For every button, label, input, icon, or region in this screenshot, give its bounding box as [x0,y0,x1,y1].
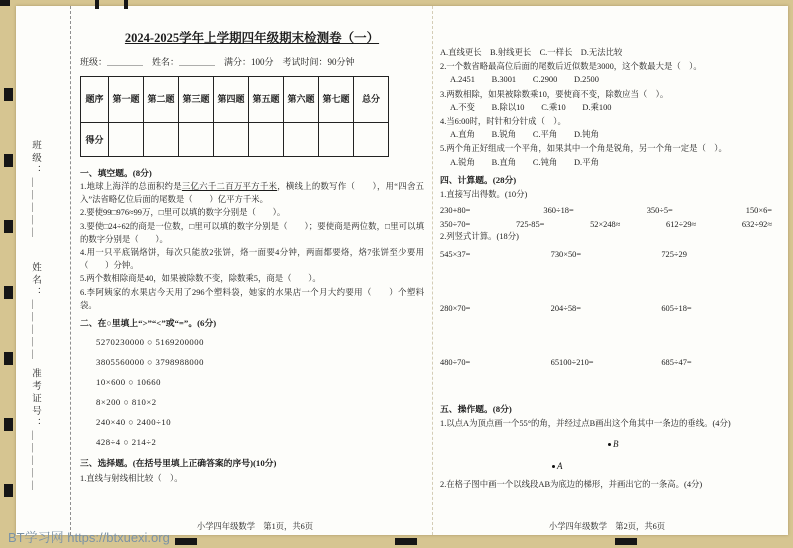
mental-calc-item: 612÷29≈ [666,220,697,230]
fill-question-1-post: ，横线上的数写作（ ），用“四舍五入”法省略亿位后面的尾数是（ ）亿平方千米。 [80,182,424,204]
point-a-dot [552,465,555,468]
exam-title: 2024-2025学年上学期四年级期末检测卷（一） [124,31,380,45]
page-2-footer: 小学四年级数学 第2页，共6页 [548,522,666,531]
page-1-column [80,28,424,485]
registration-mark [4,286,13,299]
score-table-header-cell: 第五题 [249,77,284,123]
registration-mark [95,0,99,9]
choice-question-2: 2.一个数省略最高位后面的尾数后近似数是3000，这个数最大是（ ）。 [440,62,702,72]
vertical-calc-row-2 [440,304,772,351]
score-cell [109,123,144,157]
registration-mark [4,220,13,233]
point-a [552,461,563,471]
score-table-row1-label: 题序 [81,77,109,123]
fill-questions [80,207,424,312]
score-cell [144,123,179,157]
choice-question-5-options: A.锐角 B.直角 C.钝角 D.平角 [450,157,599,167]
vertical-calc-item: 204÷58= [550,304,581,314]
vertical-calc-item: 605÷18= [661,304,692,314]
score-table [80,76,389,157]
point-a-label: A [557,460,563,471]
score-cell [249,123,284,157]
score-table-header-cell: 第一题 [109,77,144,123]
registration-mark [175,538,197,545]
section-3-heading: 三、选择题。(在括号里填上正确答案的序号)(10分) [80,458,277,469]
comparison-row: 3805560000 ○ 3798988000 [96,357,204,368]
mental-calc-item: 150×6= [745,206,772,216]
comparison-row: 10×600 ○ 10660 [96,377,161,388]
registration-mark [0,0,10,6]
vertical-calc-item: 65100÷210= [550,358,594,368]
comparison-row: 428÷4 ○ 214÷2 [96,437,157,448]
vertical-calc-item: 480÷70= [440,358,471,368]
vertical-calc-item: 730×50= [550,250,582,260]
fill-question: 3.要使□24÷62的商是一位数，□里可以填的数字分别是（ ）；要使商是两位数，□里可以填的数字分别是（ ）。 [80,222,424,244]
vertical-calc-item: 725÷29 [661,250,687,260]
score-cell [284,123,319,157]
page-fold-line [432,6,433,535]
fill-question-1 [80,181,424,206]
fill-question: 4.用一只平底锅烙饼，每次只能放2张饼，烙一面要4分钟，两面都要烙，烙7张饼至少要用（ ）分钟。 [80,248,424,270]
registration-mark [124,0,128,9]
fill-question: 5.两个数相除商是40，如果被除数不变，除数乘5，商是（ ）。 [80,274,321,284]
registration-mark [4,484,13,497]
section-5-heading: 五、操作题。(8分) [440,404,512,415]
operation-question-1: 1.以点A为顶点画一个55°的角，并经过点B画出这个角其中一条边的垂线。(4分) [440,419,731,429]
section-4-heading: 四、计算题。(28分) [440,174,517,185]
mental-calc-row-1 [440,206,772,215]
binding-class-label: 班级：＿＿＿＿＿ [30,140,40,240]
score-table-header-cell: 第七题 [319,77,354,123]
mental-calc-item: 350÷70= [440,220,471,230]
comparison-row: 240×40 ○ 2400÷10 [96,417,172,428]
exam-meta-line: 班级：＿＿＿＿ 姓名：＿＿＿＿ 满分：100分 考试时间：90分钟 [80,57,355,67]
score-cell [354,123,389,157]
vertical-calc-item: 280×70= [440,304,471,314]
score-table-row2-label: 得分 [81,123,109,157]
binding-examno-label: 准考证号：＿＿＿＿＿ [30,368,40,493]
point-b [608,439,619,449]
mental-calc-item: 725-85= [515,220,545,230]
score-table-header-cell: 第二题 [144,77,179,123]
registration-mark [4,352,13,365]
drawing-area [440,433,772,477]
mental-calc-item: 632÷92≈ [741,220,772,230]
mental-calc-item: 230+80= [440,206,471,216]
vertical-calc-row-3 [440,358,772,398]
score-table-header-cell: 第三题 [179,77,214,123]
choice-question-1: 1.直线与射线相比较（ ）。 [80,473,183,483]
score-table-header-cell: 第四题 [214,77,249,123]
registration-mark [395,538,417,545]
mental-calc-item: 350÷5= [646,206,673,216]
comparison-row: 5270230000 ○ 5169200000 [96,337,204,348]
mental-calc-row-2 [440,220,772,229]
section-1-heading: 一、填空题。(8分) [80,168,152,178]
choice-question-4-options: A.直角 B.锐角 C.平角 D.钝角 [450,130,599,140]
score-cell [319,123,354,157]
seal-line [70,6,71,535]
choice-question-1-options: A.直线更长 B.射线更长 C.一样长 D.无法比较 [440,48,623,57]
mental-calc-item: 360÷18= [543,206,574,216]
choice-question-3-options: A.不变 B.除以10 C.乘10 D.乘100 [450,102,612,112]
score-cell [179,123,214,157]
comparison-row: 8×200 ○ 810×2 [96,397,157,408]
fill-question-1-pre: 1.地球上海洋的总面积约是 [80,182,182,192]
choice-question-3: 3.两数相除，如果被除数乘10，要使商不变，除数应当（ ）。 [440,89,669,99]
registration-mark [4,154,13,167]
watermark: BT学习网 https://btxuexi.org [8,530,170,545]
score-cell [214,123,249,157]
page-2-column [440,46,772,491]
registration-mark [615,538,637,545]
vertical-calc-row-1 [440,250,772,297]
registration-mark [4,418,13,431]
comparison-list [96,332,424,452]
vertical-calc-item: 545×37= [440,250,471,260]
section-4-sub1: 1.直接写出得数。(10分) [440,189,528,199]
section-2-heading: 二、在○里填上“>”“<”或“=”。(6分) [80,318,217,329]
choice-question-2-options: A.2451 B.3001 C.2900 D.2500 [450,75,599,85]
section-4-sub2: 2.列竖式计算。(18分) [440,232,519,242]
point-b-dot [608,443,611,446]
fill-question: 2.要使99□976≈99万，□里可以填的数字分别是（ ）。 [80,208,286,218]
operation-question-2: 2.在格子图中画一个以线段AB为底边的梯形，并画出它的一条高。(4分) [440,479,703,489]
point-b-label: B [613,438,619,449]
page-1-footer: 小学四年级数学 第1页，共6页 [196,522,314,531]
score-table-header-cell: 第六题 [284,77,319,123]
score-table-header-cell: 总分 [354,77,389,123]
binding-name-label: 姓名：＿＿＿＿＿ [30,262,40,362]
choice-question-4: 4.当6:00时，时针和分针成（ ）。 [440,116,566,126]
choice-question-5: 5.两个角正好组成一个平角，如果其中一个角是锐角，另一个角一定是（ ）。 [440,144,727,154]
vertical-calc-item: 685÷47= [661,358,692,368]
fill-question-1-underlined: 三亿六千二百万平方千米 [181,182,278,192]
fill-question: 6.李阿姨家的水果店今天用了296个塑料袋，她家的水果店一个月大约要用（ ）个塑料袋。 [80,288,424,310]
mental-calc-item: 52×248≈ [590,220,621,230]
registration-mark [4,88,13,101]
